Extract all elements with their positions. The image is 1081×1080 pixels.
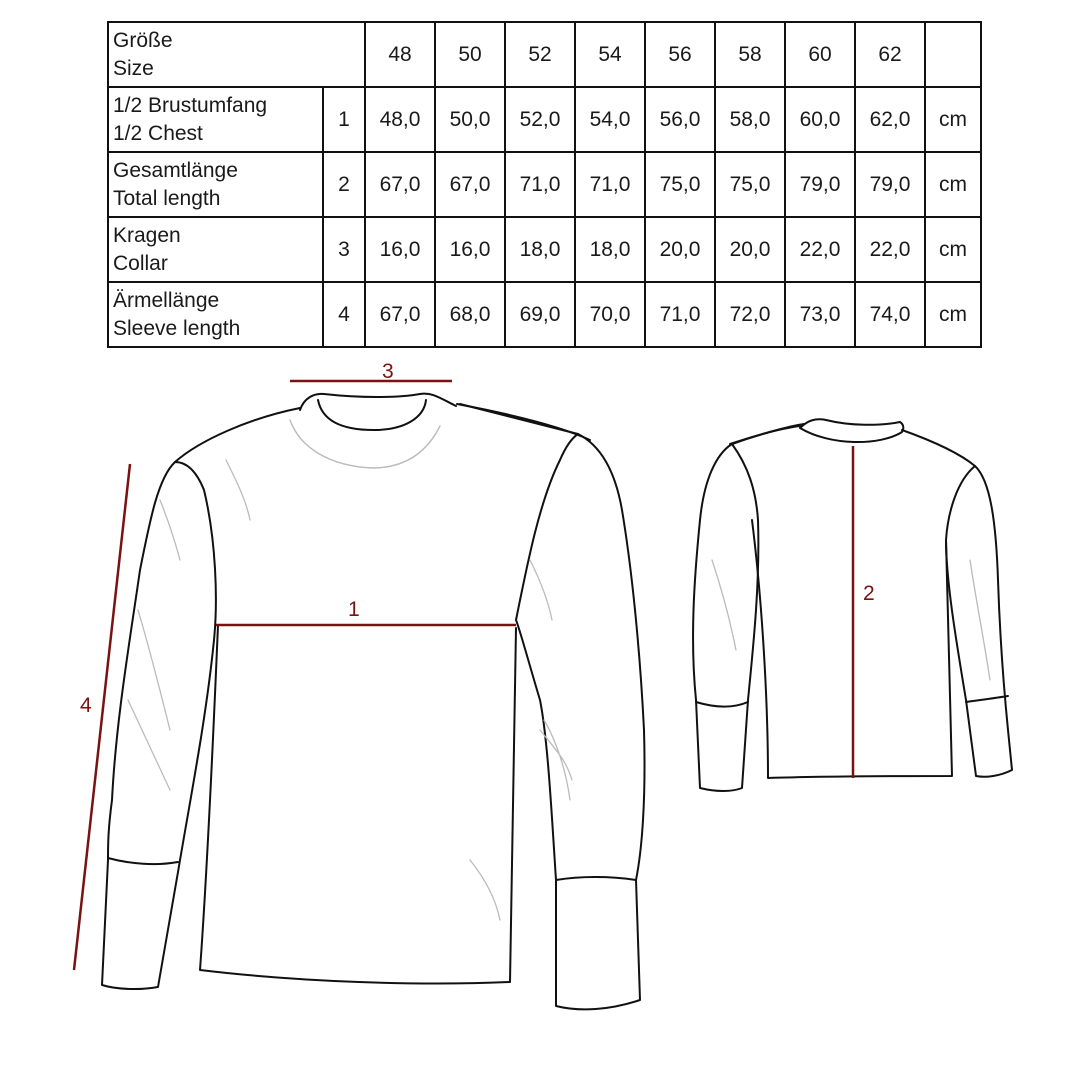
table-cell: 22,0: [785, 217, 855, 282]
table-cell: 18,0: [575, 217, 645, 282]
table-cell: 79,0: [855, 152, 925, 217]
unit-cell: cm: [925, 217, 981, 282]
front-shoulder-seam: [460, 404, 578, 434]
table-cell: 58,0: [715, 87, 785, 152]
table-cell: 62,0: [855, 87, 925, 152]
table-cell: 20,0: [715, 217, 785, 282]
back-sleeve-left-outline: [693, 444, 758, 791]
total-length-marker-label: 2: [863, 582, 875, 605]
table-cell: 71,0: [505, 152, 575, 217]
size-col-48: 48: [365, 22, 435, 87]
row-label-en: Total length: [113, 186, 221, 210]
unit-cell: cm: [925, 87, 981, 152]
size-col-50: 50: [435, 22, 505, 87]
table-cell: 54,0: [575, 87, 645, 152]
table-cell: 70,0: [575, 282, 645, 347]
front-sleeve-left-outline: [102, 462, 216, 989]
table-cell: 56,0: [645, 87, 715, 152]
row-label-de: Kragen: [113, 223, 181, 247]
size-col-54: 54: [575, 22, 645, 87]
measure-total-length: [853, 446, 875, 778]
table-cell: 22,0: [855, 217, 925, 282]
size-col-60: 60: [785, 22, 855, 87]
table-cell: 69,0: [505, 282, 575, 347]
unit-cell: cm: [925, 152, 981, 217]
table-cell: 75,0: [645, 152, 715, 217]
row-label-en: 1/2 Chest: [113, 121, 203, 145]
front-sleeve-right-cuff: [556, 877, 636, 880]
table-cell: 79,0: [785, 152, 855, 217]
table-cell: 68,0: [435, 282, 505, 347]
table-cell: 20,0: [645, 217, 715, 282]
size-col-62: 62: [855, 22, 925, 87]
table-cell: 16,0: [435, 217, 505, 282]
row-number: 4: [323, 282, 365, 347]
row-number: 1: [323, 87, 365, 152]
front-collar-rib: [290, 420, 440, 468]
row-label-de: Gesamtlänge: [113, 158, 238, 182]
front-side-fold: [226, 460, 500, 920]
table-cell: 67,0: [435, 152, 505, 217]
table-cell: 16,0: [365, 217, 435, 282]
row-label-de: 1/2 Brustumfang: [113, 93, 268, 117]
row-label-de: Ärmellänge: [113, 288, 220, 312]
chest-marker-label: 1: [348, 598, 360, 621]
table-cell: 67,0: [365, 152, 435, 217]
table-cell: 72,0: [715, 282, 785, 347]
front-collar-inner: [318, 400, 426, 430]
front-sleeve-right-fold: [530, 560, 572, 800]
front-sleeve-right-outline: [516, 434, 645, 1009]
back-sleeve-left-cuff: [696, 702, 748, 707]
table-cell: 67,0: [365, 282, 435, 347]
front-sleeve-left-fold: [128, 500, 180, 790]
shirt-front: [102, 394, 645, 1010]
table-cell: 52,0: [505, 87, 575, 152]
front-sleeve-left-cuff: [108, 858, 178, 864]
measure-sleeve: [74, 464, 130, 970]
table-cell: 48,0: [365, 87, 435, 152]
sleeve-marker-label: 4: [80, 694, 92, 717]
back-shoulder-seam: [730, 426, 800, 444]
table-cell: 73,0: [785, 282, 855, 347]
unit-cell: cm: [925, 282, 981, 347]
size-col-58: 58: [715, 22, 785, 87]
table-cell: 75,0: [715, 152, 785, 217]
row-label-en: Sleeve length: [113, 316, 241, 340]
back-sleeve-right-cuff: [966, 696, 1008, 702]
back-sleeve-right-outline: [946, 466, 1012, 777]
table-cell: 71,0: [645, 282, 715, 347]
measure-chest: [216, 598, 516, 625]
back-collar: [800, 419, 903, 442]
size-col-52: 52: [505, 22, 575, 87]
front-torso-outline: [175, 404, 590, 984]
size-label-en: Size: [113, 56, 154, 80]
collar-marker-label: 3: [382, 360, 394, 383]
table-cell: 60,0: [785, 87, 855, 152]
size-col-56: 56: [645, 22, 715, 87]
table-cell: 50,0: [435, 87, 505, 152]
table-cell: 18,0: [505, 217, 575, 282]
front-collar: [300, 394, 456, 410]
size-label-de: Größe: [113, 28, 173, 52]
sleeve-measure-line: [74, 464, 130, 970]
row-label-en: Collar: [113, 251, 168, 275]
table-cell: 71,0: [575, 152, 645, 217]
row-number: 3: [323, 217, 365, 282]
row-number: 2: [323, 152, 365, 217]
measure-collar: [290, 360, 452, 383]
table-cell: 74,0: [855, 282, 925, 347]
